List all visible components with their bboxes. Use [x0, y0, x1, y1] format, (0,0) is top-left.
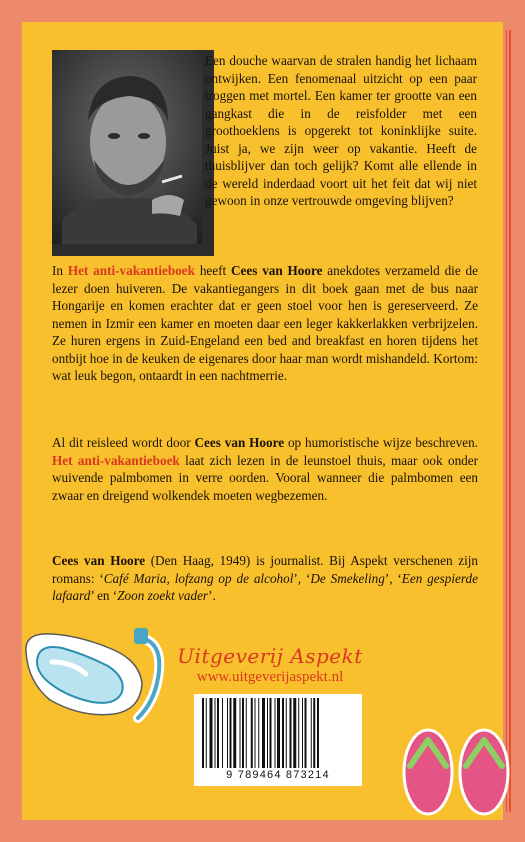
book-title: Het anti-vakantieboek — [52, 452, 180, 468]
author-photo — [52, 50, 214, 256]
book-2: De Smekeling — [310, 570, 385, 586]
snorkel-mask-icon — [22, 622, 172, 732]
decorative-stripe-inner — [506, 30, 507, 812]
book-3: Een gespierde lafaard — [52, 570, 478, 603]
author-name: Cees van Hoore — [194, 435, 285, 450]
p3-a: Al dit reisleed wordt door — [52, 435, 195, 450]
author-bio — [52, 552, 478, 605]
isbn-number: 9 789464 873214 — [226, 769, 330, 781]
style-paragraph — [52, 434, 478, 504]
barcode-icon — [202, 698, 354, 768]
decorative-stripe — [509, 30, 511, 812]
intro-text: Een douche waarvan de stralen handig het lichaam ontwijken. Een fenomenaal uitzicht op een paar troggen met mortel. Een kamer ter grootte van een gangkast die in de reisfolder met een groothoeklens is opgerekt tot koninklijke suite. Juist ja, we zijn weer op vakantie. Heeft de thuisblijver dan toch gelijk? Komt alle ellende in de wereld inderdaad voort uit het feit dat wij niet gewoon in onze vertrouwde omgeving blijven? — [205, 53, 477, 208]
publisher-block — [150, 644, 390, 686]
bio-text: (Den Haag, 1949) is journalist. Bij Aspekt verschenen zijn romans: ‘ — [52, 553, 478, 586]
p2-rest: anekdotes verzameld die de lezer doen huiveren. De vakantiegangers in dit boek gaan met de bus naar Hongarije en komen erachter dat er geen stoel voor hen is gereserveerd. Ze nemen in Izmir een kamer en moeten daar een leger kakkerlakken verbrijzelen. Ze huren ergens in Zuid-Engeland een bed and breakfast en horen tijdens het ontbijt hoe in de keuken de eigenares door haar man wordt mishandeld. Kortom: wat leuk begon, ontaardt in een nachtmerrie. — [52, 263, 478, 383]
publisher-logo: Uitgeverij Aspekt — [177, 644, 363, 668]
publisher-url[interactable]: www.uitgeverijaspekt.nl — [196, 669, 344, 685]
bio-sep: ’, ‘ — [384, 570, 402, 586]
description-paragraph — [52, 262, 478, 385]
bio-sep: ’, ‘ — [293, 570, 311, 586]
intro-paragraph — [205, 52, 477, 210]
bio-sep: ’ en ‘ — [90, 588, 118, 603]
book-1: Café Maria, lofzang op de alcohol — [103, 570, 294, 586]
book-title: Het anti-vakantieboek — [67, 263, 195, 278]
bio-sep: ’. — [208, 588, 216, 603]
book-4: Zoon zoekt vader — [117, 588, 209, 603]
barcode — [194, 694, 362, 786]
flip-flops-icon — [398, 718, 518, 818]
p3-b: op humoristische wijze beschreven. — [284, 435, 478, 450]
p2-in: In — [52, 263, 68, 278]
author-name: Cees van Hoore — [52, 553, 146, 568]
author-name: Cees van Hoore — [231, 263, 323, 278]
p3-c: laat zich lezen in de leunstoel thuis, maar ook onder wuivende palmbomen in verre oorden. Vooral wanneer die palmbomen een zwaar en dreigend wolkendek moeten wegbezemen. — [52, 452, 478, 503]
p2-heeft: heeft — [195, 263, 232, 278]
